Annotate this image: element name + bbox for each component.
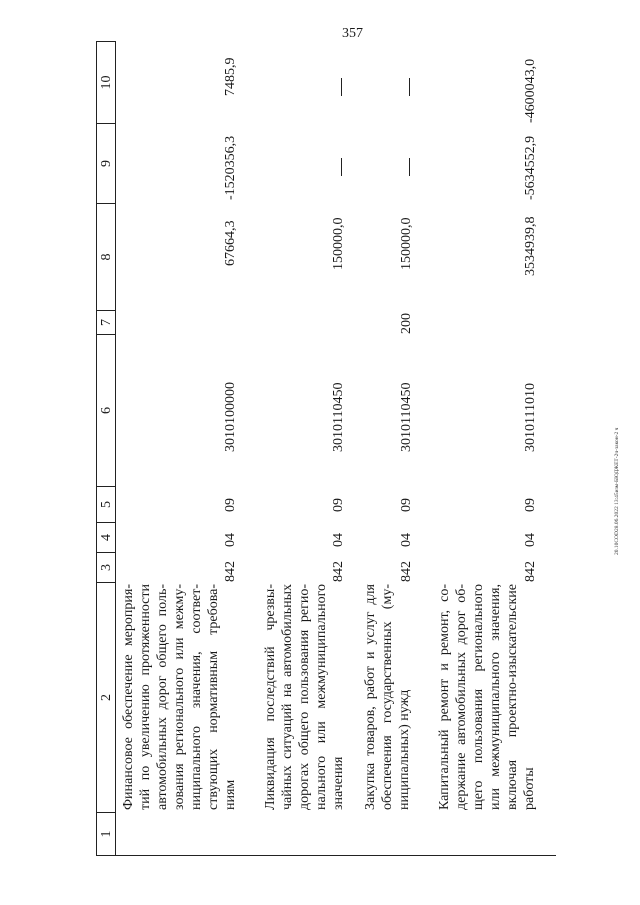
page-number: 357	[342, 26, 363, 41]
row-3-amount-10-dash	[409, 78, 410, 96]
row-1-name-line: автомобильных дорог общего поль-	[155, 584, 170, 810]
row-3-code-section: 04	[399, 533, 414, 547]
row-1-name-line: ниципального значения, соответ-	[189, 584, 204, 810]
table-left-border	[96, 855, 556, 856]
row-3-amount-8: 150000,0	[399, 217, 414, 270]
row-2-name-line: Ликвидация последствий чрезвы-	[263, 584, 278, 810]
row-4-amount-8: 3534939,8	[523, 216, 538, 276]
header-col-1: 1	[96, 812, 116, 856]
row-2-code-section: 04	[331, 533, 346, 547]
row-4-amount-9: -5634552,9	[523, 135, 538, 200]
row-2-amount-8: 150000,0	[331, 217, 346, 270]
budget-table-page	[96, 41, 556, 856]
row-4-code-subsection: 09	[523, 498, 538, 512]
header-col-4: 4	[96, 522, 116, 552]
row-3-name-line: Закупка товаров, работ и услуг для	[363, 584, 378, 810]
row-3-expense-type: 200	[399, 313, 414, 334]
row-2-name-line: значения	[331, 756, 346, 810]
row-1-name-line: тий по увеличению протяженности	[138, 584, 153, 810]
header-col-6: 6	[96, 334, 116, 486]
row-1-name	[120, 582, 239, 810]
row-4-name-line: держание автомобильных дорог об-	[454, 584, 469, 810]
row-2-amount-10-dash	[341, 78, 342, 96]
header-col-3: 3	[96, 552, 116, 582]
row-1-name-line: Финансовое обеспечение мероприя-	[121, 584, 136, 810]
row-4-name-line: работы	[522, 767, 537, 810]
row-2-code-ministry: 842	[331, 561, 346, 582]
row-2-name	[262, 582, 347, 810]
row-1-code-subsection: 09	[223, 498, 238, 512]
row-4-code-section: 04	[523, 533, 538, 547]
row-2-target-article: 3010110450	[331, 382, 346, 452]
row-3-name	[362, 582, 413, 810]
row-1-code-ministry: 842	[223, 561, 238, 582]
header-col-5: 5	[96, 486, 116, 522]
header-col-10: 10	[96, 41, 116, 123]
row-4-name	[436, 582, 538, 810]
row-2-name-line: дорогах общего пользования регио-	[297, 584, 312, 810]
row-1-amount-10: 7485,9	[223, 57, 238, 96]
row-4-name-line: включая проектно-изыскательские	[505, 584, 520, 810]
header-col-7: 7	[96, 310, 116, 334]
row-2-code-subsection: 09	[331, 498, 346, 512]
row-1-name-line: зования регионального или межму-	[172, 584, 187, 810]
row-1-target-article: 3010100000	[223, 382, 238, 452]
row-4-name-line: щего пользования регионального	[471, 584, 486, 810]
row-4-code-ministry: 842	[523, 561, 538, 582]
header-col-9: 9	[96, 123, 116, 203]
row-3-target-article: 3010110450	[399, 382, 414, 452]
row-1-name-line: ниям	[223, 779, 238, 810]
row-2-name-line: чайных ситуаций на автомобильных	[280, 584, 295, 810]
header-col-2: 2	[96, 582, 116, 812]
row-4-name-line: или межмуниципального значения,	[488, 584, 503, 810]
row-3-code-subsection: 09	[399, 498, 414, 512]
row-4-amount-10: -4600043,0	[523, 58, 538, 123]
row-2-amount-9-dash	[341, 158, 342, 176]
row-3-amount-9-dash	[409, 158, 410, 176]
header-col-8: 8	[96, 203, 116, 310]
row-4-name-line: Капитальный ремонт и ремонт, со-	[437, 584, 452, 810]
row-3-name-line: обеспечения государственных (му-	[380, 584, 395, 810]
row-3-code-ministry: 842	[399, 561, 414, 582]
row-1-amount-8: 67664,3	[223, 220, 238, 266]
row-3-name-line: ниципальных) нужд	[397, 689, 412, 810]
row-1-amount-9: -1520356,3	[223, 135, 238, 200]
row-1-code-section: 04	[223, 533, 238, 547]
document-stamp: 20.10COD28.06.2022 13:45изм-БЮДЖЕТ-2ч-закон-2 ч	[614, 427, 620, 555]
row-4-target-article: 3010111010	[523, 383, 538, 452]
row-2-name-line: нального или межмуниципального	[314, 584, 329, 810]
row-1-name-line: ствующих нормативным требова-	[206, 584, 221, 810]
